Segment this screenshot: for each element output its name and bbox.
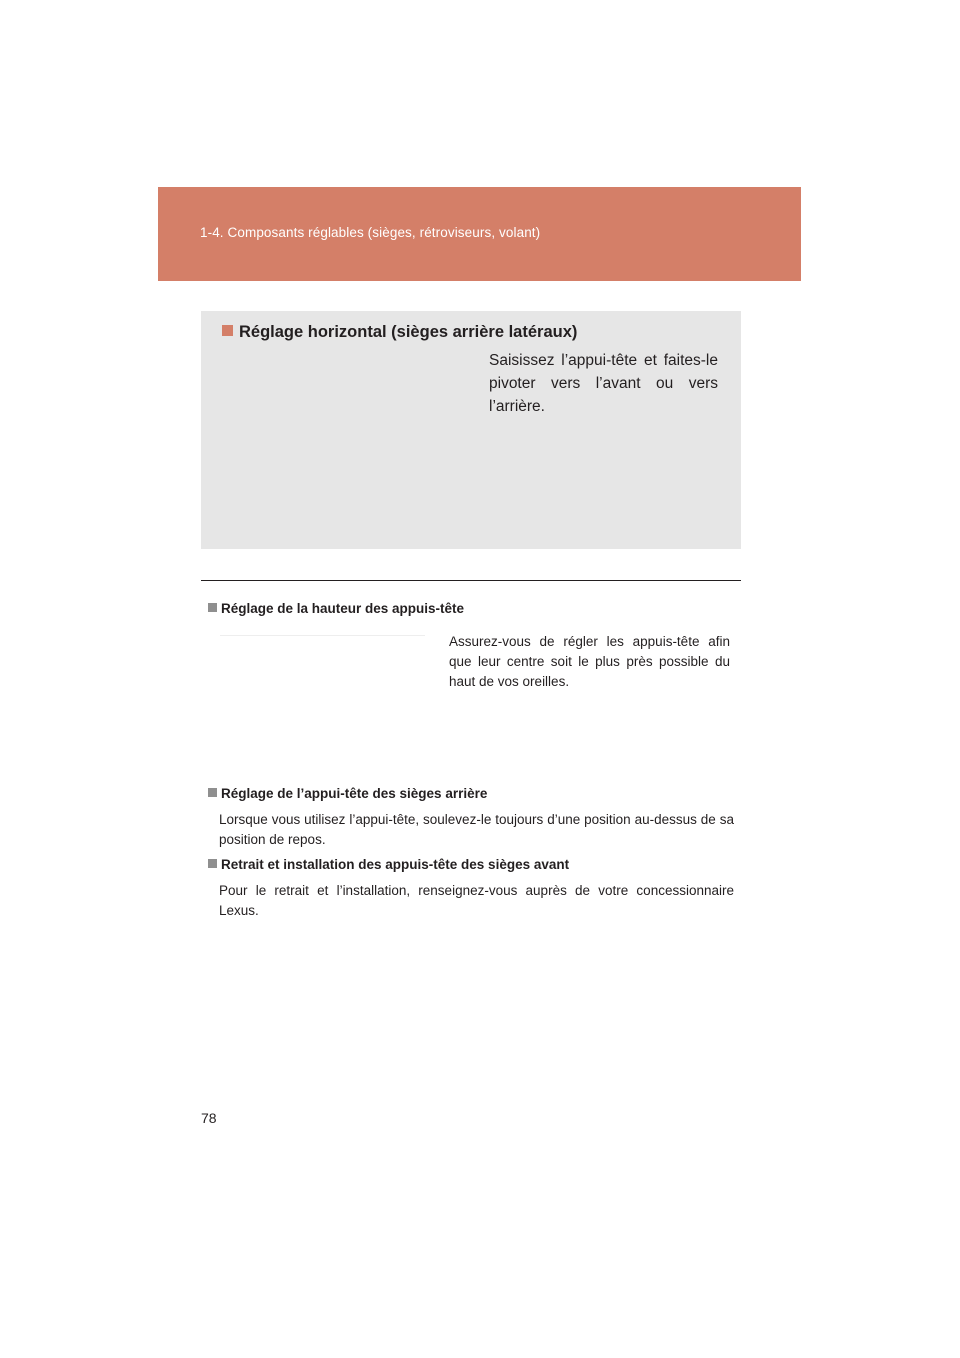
square-bullet-icon	[222, 325, 233, 336]
section-heading-height	[208, 601, 464, 616]
square-bullet-icon	[208, 603, 217, 612]
box-heading-text: Réglage horizontal (sièges arrière latéraux)	[239, 323, 578, 341]
illustration-box	[201, 311, 741, 549]
section-heading-text: Réglage de la hauteur des appuis-tête	[221, 601, 465, 616]
chapter-header-band	[158, 187, 801, 281]
figure-placeholder-line	[220, 635, 425, 636]
chapter-title: 1-4. Composants réglables (sièges, rétroviseurs, volant)	[200, 225, 541, 240]
section-text-front: Pour le retrait et l’installation, renseignez-vous auprès de votre concessionnaire Lexus.	[219, 883, 734, 918]
section-heading-text: Retrait et installation des appuis-tête des sièges avant	[221, 857, 570, 872]
square-bullet-icon	[208, 859, 217, 868]
section-divider	[201, 580, 741, 581]
section-text-height: Assurez-vous de régler les appuis-tête afin que leur centre soit le plus près possible du haut de vos oreilles.	[449, 634, 730, 689]
box-instruction: Saisissez l’appui-tête et faites-le pivoter vers l’avant ou vers l’arrière.	[489, 352, 718, 415]
section-heading-front	[208, 857, 569, 872]
page-number: 78	[201, 1110, 217, 1126]
box-heading	[222, 323, 577, 342]
square-bullet-icon	[208, 788, 217, 797]
section-heading-rear	[208, 786, 487, 801]
section-text-rear: Lorsque vous utilisez l’appui-tête, soulevez-le toujours d’une position au-dessus de sa position de repos.	[219, 812, 734, 847]
section-heading-text: Réglage de l’appui-tête des sièges arrière	[221, 786, 488, 801]
